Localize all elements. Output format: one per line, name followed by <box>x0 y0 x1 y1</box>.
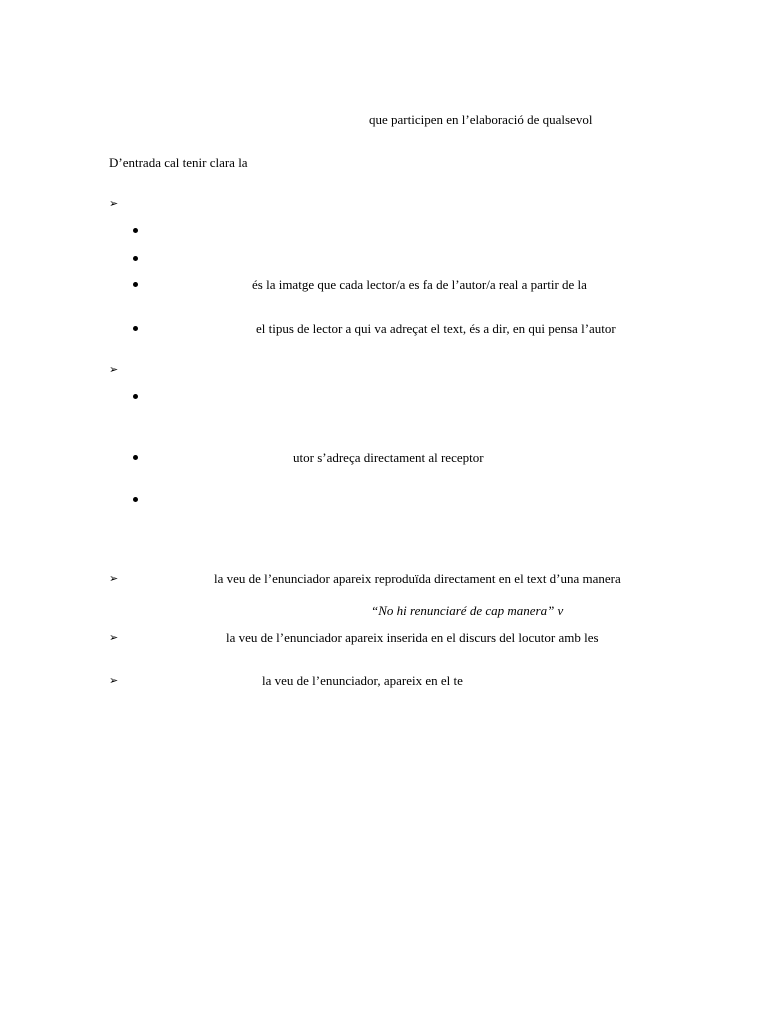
bullet-dot-icon <box>133 282 138 287</box>
arrow-bullet-icon: ➢ <box>109 363 119 376</box>
text-line-estil-indirecte: la veu de l’enunciador apareix inserida en el discurs del locutor amb les <box>226 630 599 645</box>
text-line-tipus-lector: el tipus de lector a qui va adreçat el text, és a dir, en qui pensa l’autor <box>256 321 616 336</box>
arrow-bullet-icon: ➢ <box>109 197 119 210</box>
arrow-bullet-icon: ➢ <box>109 674 119 687</box>
text-line-estil-indirecte-lliure: la veu de l’enunciador, apareix en el te <box>262 673 463 688</box>
arrow-bullet-icon: ➢ <box>109 631 119 644</box>
bullet-dot-icon <box>133 256 138 261</box>
text-line-imatge-lector: és la imatge que cada lector/a es fa de l’autor/a real a partir de la <box>252 277 587 292</box>
arrow-bullet-icon: ➢ <box>109 572 119 585</box>
bullet-dot-icon <box>133 326 138 331</box>
bullet-dot-icon <box>133 228 138 233</box>
text-line-adreca-receptor: utor s’adreça directament al receptor <box>293 450 484 465</box>
text-line-estil-directe: la veu de l’enunciador apareix reproduïda directament en el text d’una manera <box>214 571 621 586</box>
bullet-dot-icon <box>133 497 138 502</box>
text-line-cita-exemple: “No hi renunciaré de cap manera” v <box>371 603 564 618</box>
text-line-dentrada: D’entrada cal tenir clara la <box>109 155 248 170</box>
bullet-dot-icon <box>133 455 138 460</box>
bullet-dot-icon <box>133 394 138 399</box>
text-line-participen: que participen en l’elaboració de qualsevol <box>369 112 593 127</box>
